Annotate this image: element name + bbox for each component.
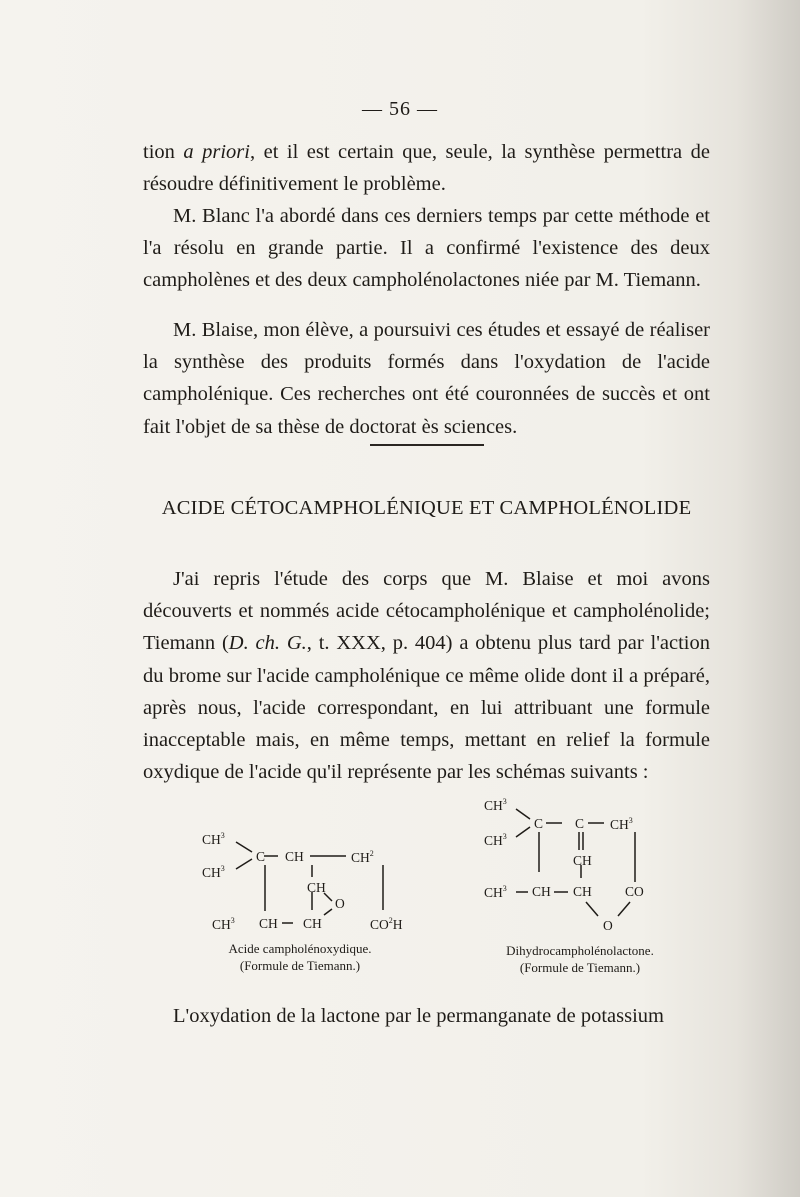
carboxyl-group: $CO^2H$	[370, 916, 403, 932]
section-title: ACIDE CÉTOCAMPHOLÉNIQUE ET CAMPHOLÉNOLIDE	[161, 497, 692, 519]
paragraph-tiemann	[143, 563, 710, 788]
carbon-atom: C	[575, 816, 585, 831]
formula-name: Acide campholénoxydique.	[228, 941, 372, 956]
text-run: , et il est certain que, seule, la synthèse permettra de résoudre définitivement le problème.	[143, 141, 710, 196]
italic-text: a priori	[183, 141, 250, 163]
ch3-group: $CH^3$	[484, 832, 507, 848]
paragraph-blanc: M. Blanc l'a abordé dans ces derniers temps par cette méthode et l'a résolu en grande partie. Il a confirmé l'existence des deux campholènes et des deux campholénolactones niée par M. Tiemann.	[143, 205, 710, 292]
oxygen-atom: O	[335, 896, 345, 911]
formula-dihydrocampholenolactone	[470, 792, 690, 982]
formula-campholenoxydique	[200, 825, 403, 975]
section-divider	[370, 444, 484, 446]
carbon-atom: C	[256, 849, 266, 864]
ch-group: CH	[303, 916, 322, 931]
ch-group: CH	[259, 916, 278, 931]
formula-name: Dihydrocampholénolactone.	[506, 943, 654, 958]
paragraph-continuation	[143, 136, 710, 200]
ch3-group: $CH^3$	[610, 816, 633, 832]
formula-source: (Formule de Tiemann.)	[239, 958, 361, 973]
text-run: , t. XXX, p. 404) a obtenu plus tard par l'action du brome sur l'acide campholénique ce même olide dont il a préparé, après nous, l'acide correspondant, en lui attribuant une formule inacceptable mais, en même temps, mettant en relief la formule oxydique de l'acide qu'il représente par les schémas suivants :	[143, 632, 711, 784]
ch3-group: $CH^3$	[212, 916, 235, 932]
formula-caption	[470, 942, 690, 976]
text-run: J'ai repris l'étude des corps que M. Blaise et moi avons découverts et nommés acide cétocampholénique et campholénolide; Tiemann (	[143, 568, 710, 655]
oxygen-atom: O	[603, 918, 613, 933]
ch-group: CH	[573, 884, 592, 899]
ch3-group: $CH^3$	[202, 831, 225, 847]
carbonyl-group: CO	[625, 884, 644, 899]
ch3-group: $CH^3$	[484, 797, 507, 813]
formula-source: (Formule de Tiemann.)	[519, 960, 641, 975]
text-run: tion	[143, 141, 184, 163]
ch3-group: $CH^3$	[202, 864, 225, 880]
italic-citation: D. ch. G.	[228, 632, 307, 655]
ch-group: CH	[573, 853, 592, 868]
formula-caption	[190, 940, 410, 974]
paragraph-blaise: M. Blaise, mon élève, a poursuivi ces études et essayé de réaliser la synthèse des produits formés dans l'oxydation de l'acide campholénique. Ces recherches ont été couronnées de succès et ont fait l'objet de sa thèse de doctorat ès sciences.	[143, 319, 710, 438]
ch3-group: $CH^3$	[484, 884, 507, 900]
page-number: — 56 —	[362, 98, 438, 120]
ch-group: CH	[285, 849, 304, 864]
carbon-atom: C	[534, 816, 544, 831]
ch-group: CH	[532, 884, 551, 899]
ch-group: CH	[307, 880, 326, 895]
ch2-group: $CH^2$	[351, 849, 374, 865]
paragraph-oxydation: L'oxydation de la lactone par le permanganate de potassium	[173, 1005, 664, 1027]
